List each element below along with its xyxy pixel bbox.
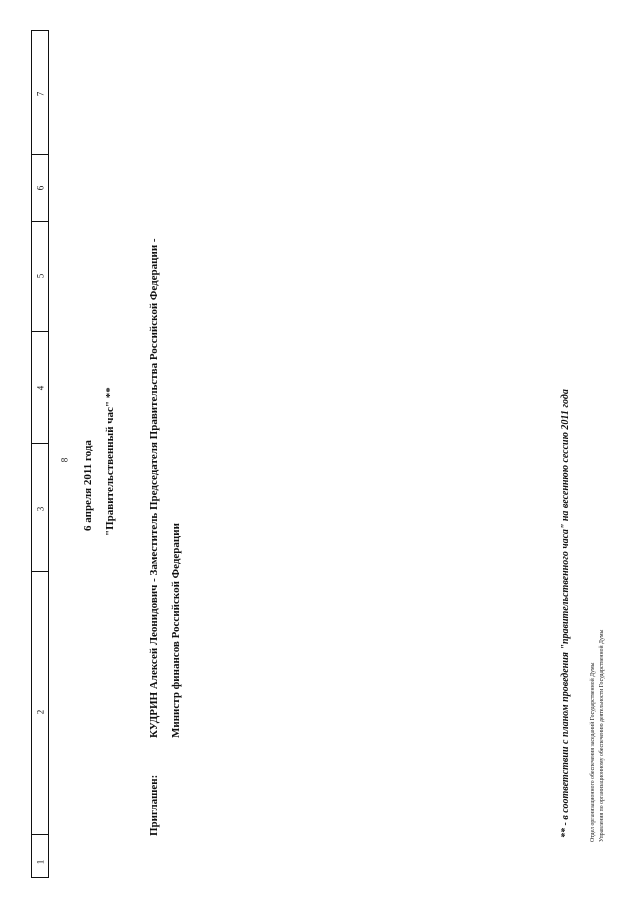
- column-separator: [32, 571, 48, 572]
- column-number-4: 4: [35, 385, 45, 391]
- column-number-5: 5: [35, 273, 45, 279]
- department-line-2: Управления по организационному обеспечению деятельности Государственной Думы: [599, 629, 605, 842]
- column-number-6: 6: [35, 185, 45, 191]
- page-number: 8: [59, 457, 70, 463]
- column-separator: [32, 221, 48, 222]
- footnote: ** - в соответствии с планом проведения "правительственного часа" на весеннюю сессию 2011 года: [560, 389, 571, 838]
- column-number-7: 7: [35, 91, 45, 97]
- invited-label: Приглашен:: [148, 774, 160, 836]
- column-number-3: 3: [35, 506, 45, 512]
- column-separator: [32, 443, 48, 444]
- column-number-1: 1: [35, 859, 45, 865]
- column-separator: [32, 331, 48, 332]
- column-separator: [32, 154, 48, 155]
- session-date: 6 апреля 2011 года: [82, 440, 94, 531]
- speaker-name-title: КУДРИН Алексей Леонидович - Заместитель Председателя Правительства Российской Федерации -: [148, 238, 160, 738]
- column-number-2: 2: [35, 709, 45, 715]
- column-number-strip: [31, 30, 49, 878]
- speaker-position: Министр финансов Российской Федерации: [170, 523, 182, 738]
- department-line-1: Отдел организационного обеспечения заседаний Государственной Думы: [590, 662, 596, 842]
- column-separator: [32, 834, 48, 835]
- government-hour-title: "Правительственный час" **: [104, 387, 116, 536]
